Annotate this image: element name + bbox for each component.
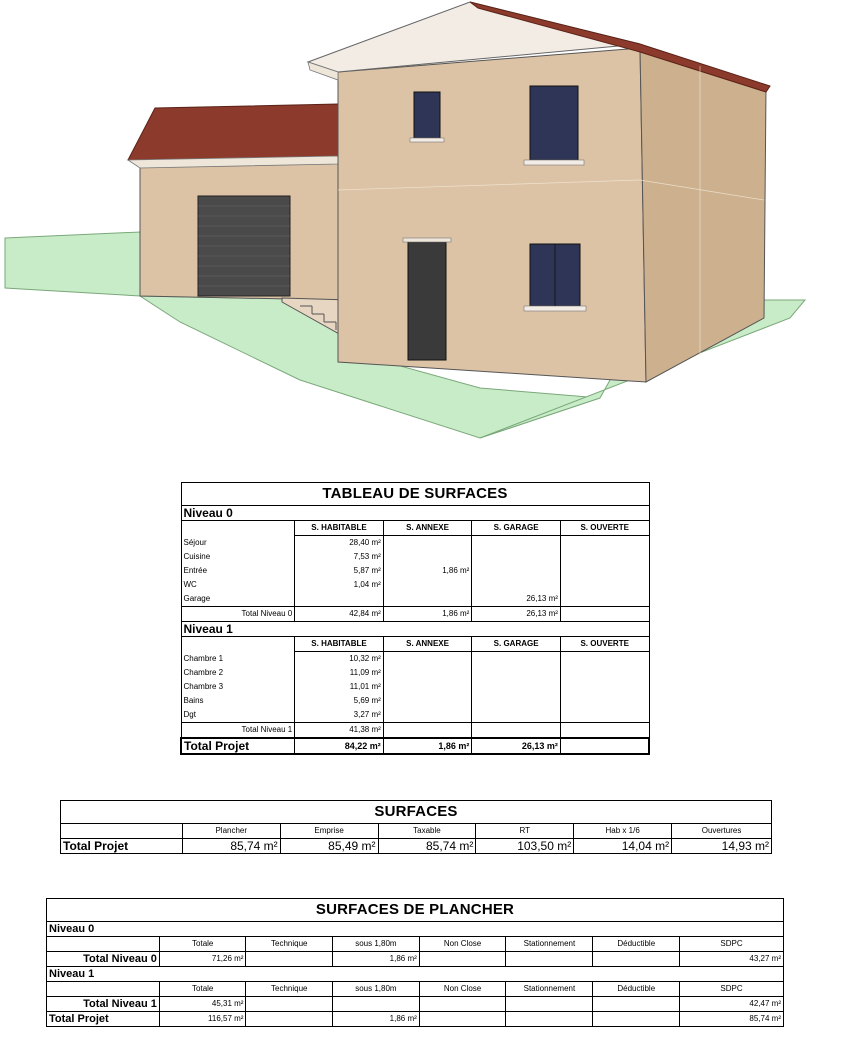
table-cell	[47, 937, 160, 952]
plancher-total-projet-row	[47, 1012, 784, 1027]
table-cell: 84,22 m²	[295, 738, 384, 754]
table-cell: RT	[476, 824, 574, 839]
table-row	[181, 536, 649, 551]
total-projet-row	[181, 738, 649, 754]
table-cell	[383, 723, 472, 739]
table-cell	[472, 652, 561, 667]
table-cell: Garage	[181, 592, 295, 607]
table-cell	[383, 578, 472, 592]
table-cell: 5,69 m²	[295, 694, 384, 708]
table-cell: 41,38 m²	[295, 723, 384, 739]
table-cell	[295, 592, 384, 607]
table-cell	[593, 1012, 680, 1027]
table-cell	[383, 536, 472, 551]
table-cell	[472, 536, 561, 551]
niveau-0-label: Niveau 0	[181, 506, 649, 521]
table-cell	[560, 680, 649, 694]
table-cell	[560, 564, 649, 578]
table-cell: 1,86 m²	[333, 1012, 420, 1027]
table-cell: 1,04 m²	[295, 578, 384, 592]
plancher-title: SURFACES DE PLANCHER	[47, 899, 784, 922]
table-cell	[560, 652, 649, 667]
table-cell: 85,49 m²	[280, 839, 378, 854]
table-cell	[181, 521, 295, 536]
table-cell	[472, 564, 561, 578]
house-front-wall	[338, 48, 646, 382]
table-cell	[593, 997, 680, 1012]
table-cell: S. ANNEXE	[383, 637, 472, 652]
table-cell: 71,26 m²	[159, 952, 246, 967]
table-cell: Hab x 1/6	[574, 824, 672, 839]
table-cell	[61, 824, 183, 839]
table-cell: Dgt	[181, 708, 295, 723]
garage-roof	[128, 104, 338, 162]
table-cell: sous 1,80m	[333, 937, 420, 952]
table-cell: Total Niveau 1	[181, 723, 295, 739]
table-cell: S. HABITABLE	[295, 637, 384, 652]
table-cell: 1,86 m²	[333, 952, 420, 967]
table-cell: 85,74 m²	[378, 839, 476, 854]
plancher-total-niveau-1-row	[47, 997, 784, 1012]
table-cell: 85,74 m²	[680, 1012, 784, 1027]
table-cell: 14,04 m²	[574, 839, 672, 854]
table-row	[181, 666, 649, 680]
table-cell	[560, 607, 649, 622]
table-cell: 11,09 m²	[295, 666, 384, 680]
table-cell: 5,87 m²	[295, 564, 384, 578]
table-cell	[472, 708, 561, 723]
table-cell: 116,57 m²	[159, 1012, 246, 1027]
surfaces-total-row	[61, 839, 772, 854]
table-cell: 26,13 m²	[472, 738, 561, 754]
table-cell: Cuisine	[181, 550, 295, 564]
table-cell: S. OUVERTE	[560, 637, 649, 652]
table-cell: Non Close	[419, 982, 506, 997]
table-row	[181, 708, 649, 723]
table-cell: Plancher	[182, 824, 280, 839]
table-row	[181, 694, 649, 708]
table-cell	[419, 997, 506, 1012]
table-cell	[181, 637, 295, 652]
table-cell	[383, 652, 472, 667]
table-cell: Chambre 2	[181, 666, 295, 680]
table-cell: Stationnement	[506, 982, 593, 997]
table-row	[181, 680, 649, 694]
table-cell	[419, 952, 506, 967]
table-cell: Ouvertures	[672, 824, 772, 839]
table-row	[181, 592, 649, 607]
table-cell	[472, 694, 561, 708]
table-cell	[383, 694, 472, 708]
table-cell	[383, 680, 472, 694]
house-3d-render	[0, 0, 854, 440]
table-cell	[560, 666, 649, 680]
table-cell: Séjour	[181, 536, 295, 551]
table-row	[181, 564, 649, 578]
table-cell: 3,27 m²	[295, 708, 384, 723]
niveau-1-label: Niveau 1	[181, 622, 649, 637]
table-cell: Totale	[159, 937, 246, 952]
table-cell: 103,50 m²	[476, 839, 574, 854]
table-row	[181, 550, 649, 564]
table-cell: Stationnement	[506, 937, 593, 952]
plancher-niveau-0-label: Niveau 0	[47, 922, 784, 937]
table-cell: 45,31 m²	[159, 997, 246, 1012]
tableau-title: TABLEAU DE SURFACES	[181, 483, 649, 506]
table-cell: 26,13 m²	[472, 592, 561, 607]
plancher-niveau-1-label: Niveau 1	[47, 967, 784, 982]
table-cell: Non Close	[419, 937, 506, 952]
table-cell	[560, 738, 649, 754]
table-cell	[506, 997, 593, 1012]
table-cell: 43,27 m²	[680, 952, 784, 967]
table-cell: Total Niveau 0	[181, 607, 295, 622]
table-cell	[560, 723, 649, 739]
col-annexe: S. ANNEXE	[383, 521, 472, 536]
table-cell: sous 1,80m	[333, 982, 420, 997]
table-cell: Déductible	[593, 937, 680, 952]
table-cell: Taxable	[378, 824, 476, 839]
col-habitable: S. HABITABLE	[295, 521, 384, 536]
table-cell	[472, 550, 561, 564]
surfaces-title: SURFACES	[61, 801, 772, 824]
table-cell: 28,40 m²	[295, 536, 384, 551]
table-cell	[560, 578, 649, 592]
table-cell	[47, 982, 160, 997]
table-cell	[419, 1012, 506, 1027]
table-cell: SDPC	[680, 982, 784, 997]
table-cell	[560, 550, 649, 564]
table-cell	[333, 997, 420, 1012]
table-cell: 7,53 m²	[295, 550, 384, 564]
table-cell: Bains	[181, 694, 295, 708]
window-upper-small	[414, 92, 440, 138]
table-cell: 42,47 m²	[680, 997, 784, 1012]
table-cell: 11,01 m²	[295, 680, 384, 694]
table-cell	[383, 708, 472, 723]
col-ouverte: S. OUVERTE	[560, 521, 649, 536]
grass-left	[5, 232, 140, 296]
table-cell: 26,13 m²	[472, 607, 561, 622]
table-cell: 85,74 m²	[182, 839, 280, 854]
tableau-de-surfaces	[180, 482, 650, 755]
table-cell	[472, 680, 561, 694]
table-cell	[472, 578, 561, 592]
table-cell	[593, 952, 680, 967]
table-cell: Entrée	[181, 564, 295, 578]
col-garage: S. GARAGE	[472, 521, 561, 536]
table-cell: 1,86 m²	[383, 564, 472, 578]
surfaces-table	[60, 800, 772, 854]
table-cell: Total Projet	[47, 1012, 160, 1027]
table-cell	[560, 536, 649, 551]
table-cell: Total Projet	[181, 738, 295, 754]
table-cell	[506, 1012, 593, 1027]
table-cell	[246, 952, 333, 967]
table-cell: S. GARAGE	[472, 637, 561, 652]
table-cell: Totale	[159, 982, 246, 997]
table-cell: 1,86 m²	[383, 607, 472, 622]
window-upper-large	[530, 86, 578, 160]
table-row	[181, 578, 649, 592]
total-niveau-1-row	[181, 723, 649, 739]
table-cell	[472, 666, 561, 680]
table-cell: Technique	[246, 982, 333, 997]
table-cell	[383, 592, 472, 607]
entry-door	[408, 242, 446, 360]
table-cell: Total Projet	[61, 839, 183, 854]
surfaces-de-plancher-table	[46, 898, 784, 1027]
table-cell	[246, 997, 333, 1012]
table-cell: Chambre 3	[181, 680, 295, 694]
table-cell: 1,86 m²	[383, 738, 472, 754]
table-cell: Chambre 1	[181, 652, 295, 667]
table-cell	[560, 592, 649, 607]
table-cell: 10,32 m²	[295, 652, 384, 667]
table-cell: Total Niveau 1	[47, 997, 160, 1012]
table-cell: Emprise	[280, 824, 378, 839]
table-cell: Déductible	[593, 982, 680, 997]
table-cell	[383, 666, 472, 680]
table-cell	[383, 550, 472, 564]
table-cell: SDPC	[680, 937, 784, 952]
table-cell: 14,93 m²	[672, 839, 772, 854]
table-cell	[506, 952, 593, 967]
table-row	[181, 652, 649, 667]
table-cell: Technique	[246, 937, 333, 952]
table-cell	[246, 1012, 333, 1027]
table-cell: Total Niveau 0	[47, 952, 160, 967]
table-cell	[560, 708, 649, 723]
table-cell	[560, 694, 649, 708]
table-cell: 42,84 m²	[295, 607, 384, 622]
table-cell: WC	[181, 578, 295, 592]
total-niveau-0-row	[181, 607, 649, 622]
table-cell	[472, 723, 561, 739]
plancher-total-niveau-0-row	[47, 952, 784, 967]
